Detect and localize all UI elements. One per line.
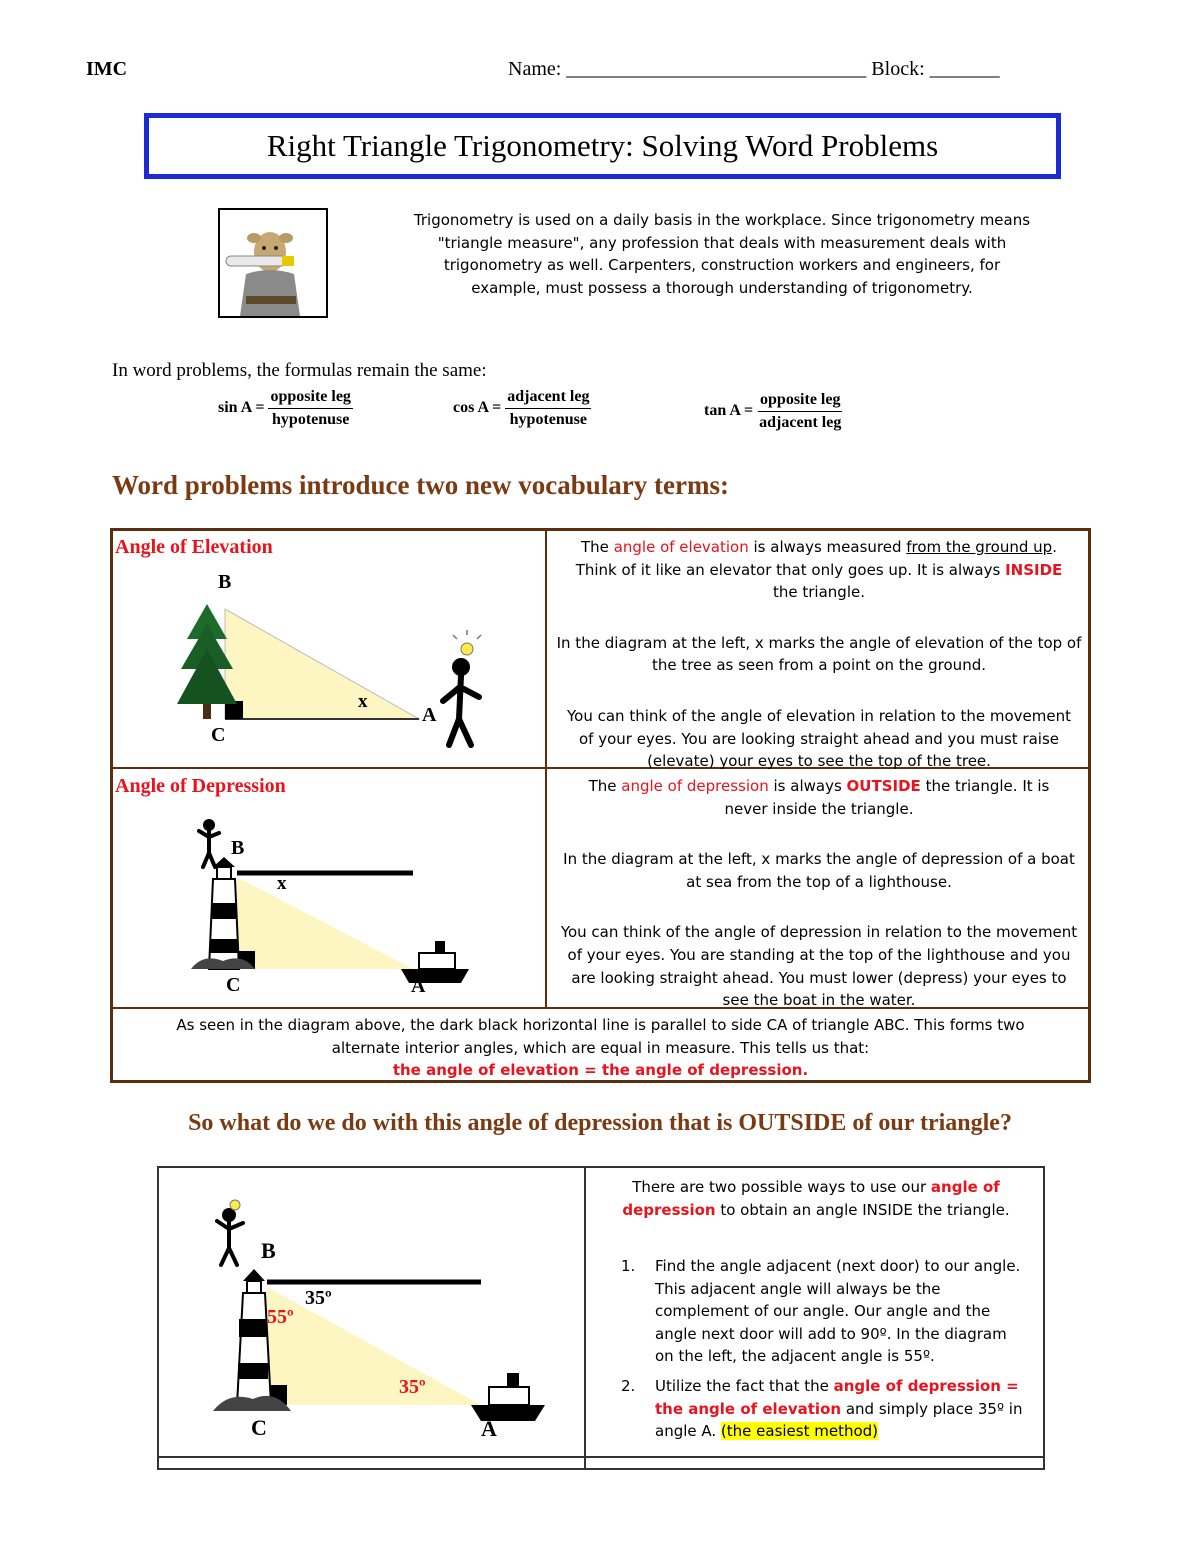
text: This adjacent angle will always be the <box>655 1279 941 1298</box>
method-intro <box>589 1176 1043 1221</box>
intro-line: "triangle measure", any profession that deals with measurement deals with <box>437 233 1007 252</box>
easiest-method-highlight: (the easiest method) <box>720 1422 879 1441</box>
text: are looking straight ahead. You must lower (depress) your eyes to <box>571 968 1067 987</box>
text: is always measured <box>748 538 907 556</box>
page-title: Right Triangle Trigonometry: Solving Word Problems <box>266 128 939 163</box>
text: The <box>581 538 614 556</box>
formula-fn: cos A = <box>453 399 502 417</box>
depression-description <box>549 775 1089 1012</box>
formula-numerator: adjacent leg <box>505 388 591 409</box>
stick-figure-icon <box>217 1208 243 1265</box>
stick-figure-icon <box>443 658 479 745</box>
stick-figure-icon <box>199 819 219 867</box>
tan-formula <box>704 391 843 432</box>
label-b: B <box>231 837 245 859</box>
outside-question-heading: So what do we do with this angle of depression that is OUTSIDE of our triangle? <box>188 1110 1012 1136</box>
text: As seen in the diagram above, the dark black horizontal line is parallel to side CA of triangle ABC. This forms two <box>176 1016 1025 1034</box>
formula-numerator: opposite leg <box>758 391 842 412</box>
lightbulb-icon <box>453 630 481 655</box>
method-table <box>157 1166 1045 1470</box>
key-fact: angle of depression = <box>833 1377 1019 1395</box>
text: Think of it like an elevator that only goes up. It is always <box>575 560 1006 579</box>
text: on the left, the adjacent angle is 55º. <box>655 1347 935 1366</box>
formula-numerator: opposite leg <box>268 388 352 409</box>
cos-formula <box>453 388 591 429</box>
text: angle A. <box>655 1422 721 1441</box>
list-number: 2. <box>621 1377 636 1395</box>
label-a: A <box>481 1416 497 1441</box>
label-b: B <box>218 571 232 593</box>
vocab-heading: Word problems introduce two new vocabulary terms: <box>112 470 729 500</box>
formula-denominator: hypotenuse <box>509 411 588 428</box>
ogre-pencil-icon <box>218 208 328 318</box>
formula-fn: tan A = <box>704 402 754 420</box>
course-label: IMC <box>86 58 128 80</box>
label-c: C <box>251 1415 267 1440</box>
key-fact: the angle of elevation = the angle of depression. <box>392 1061 809 1080</box>
angle-label-35-a: 35º <box>399 1376 426 1398</box>
text: see the boat in the water. <box>722 991 916 1010</box>
text: at sea from the top of a lighthouse. <box>686 872 952 891</box>
vocab-table <box>110 528 1091 1083</box>
text: Utilize the fact that the <box>655 1377 834 1395</box>
text: angle next door will add to 90º. In the diagram <box>655 1324 1007 1343</box>
ship-icon <box>471 1373 545 1421</box>
intro-line: example, must possess a thorough understanding of trigonometry. <box>471 278 973 297</box>
angle-label-55: 55º <box>267 1306 294 1328</box>
elevation-description <box>549 536 1089 773</box>
text: In the diagram at the left, x marks the angle of elevation of the top of <box>556 633 1082 652</box>
text: alternate interior angles, which are equal in measure. This tells us that: <box>331 1038 870 1057</box>
text: complement of our angle. Our angle and the <box>655 1302 991 1321</box>
outside-keyword: OUTSIDE <box>846 777 921 795</box>
formula-intro: In word problems, the formulas remain the same: <box>112 360 487 381</box>
text: the triangle. <box>773 583 865 602</box>
intro-paragraph <box>380 209 1064 299</box>
depression-heading: Angle of Depression <box>115 775 286 797</box>
inside-keyword: INSIDE <box>1005 560 1063 579</box>
text: Find the angle adjacent (next door) to our angle. <box>655 1257 1021 1275</box>
text: In the diagram at the left, x marks the angle of depression of a boat <box>563 850 1075 869</box>
term-depression: angle of <box>930 1178 1000 1196</box>
sin-formula <box>218 388 353 429</box>
text: the triangle. It is <box>920 777 1050 795</box>
angle-label-35-top: 35º <box>305 1287 332 1309</box>
text: You can think of the angle of depression in relation to the movement <box>560 923 1078 942</box>
intro-line: trigonometry as well. Carpenters, construction workers and engineers, for <box>443 256 1001 274</box>
term-depression: depression <box>622 1200 716 1219</box>
lightbulb-icon <box>230 1200 240 1210</box>
text: from the ground up <box>906 538 1053 556</box>
formula-denominator: adjacent leg <box>759 414 842 431</box>
elevation-heading: Angle of Elevation <box>115 536 273 558</box>
term-elevation: angle of elevation <box>613 538 749 556</box>
label-c: C <box>226 974 241 996</box>
method-item-2 <box>655 1375 1045 1443</box>
text: the tree as seen from a point on the ground. <box>652 656 986 675</box>
text: . <box>1052 538 1057 556</box>
label-b: B <box>261 1238 276 1263</box>
formula-denominator: hypotenuse <box>272 411 350 428</box>
text: to obtain an angle INSIDE the triangle. <box>715 1200 1010 1219</box>
key-fact: the angle of elevation <box>655 1399 842 1418</box>
text: and simply place 35º in <box>841 1399 1023 1418</box>
depression-diagram <box>173 803 543 1003</box>
label-c: C <box>211 724 226 746</box>
formula-fn: sin A = <box>218 399 265 417</box>
name-block-line: Name: ______________________________ Block: _______ <box>508 58 1000 80</box>
intro-line: Trigonometry is used on a daily basis in the workplace. Since trigonometry means <box>413 211 1031 229</box>
label-x: x <box>358 691 368 712</box>
text: is always <box>768 777 847 795</box>
label-a: A <box>422 704 437 726</box>
text: never inside the triangle. <box>724 799 914 818</box>
list-number: 1. <box>621 1257 636 1275</box>
text: (elevate) your eyes to see the top of the tree. <box>647 752 991 771</box>
text: of your eyes. You are standing at the top of the lighthouse and you <box>567 945 1071 964</box>
method-diagram <box>199 1193 579 1453</box>
text: of your eyes. You are looking straight ahead and you must raise <box>578 729 1059 748</box>
text: The <box>588 777 622 795</box>
method-item-1 <box>655 1255 1045 1368</box>
text: There are two possible ways to use our <box>632 1178 931 1196</box>
parallel-note <box>113 1014 1088 1082</box>
text: You can think of the angle of elevation in relation to the movement <box>567 706 1071 725</box>
elevation-diagram <box>173 569 543 764</box>
term-depression: angle of depression <box>621 777 769 795</box>
label-a: A <box>411 975 426 997</box>
label-x: x <box>277 873 287 894</box>
title-box <box>144 113 1061 179</box>
